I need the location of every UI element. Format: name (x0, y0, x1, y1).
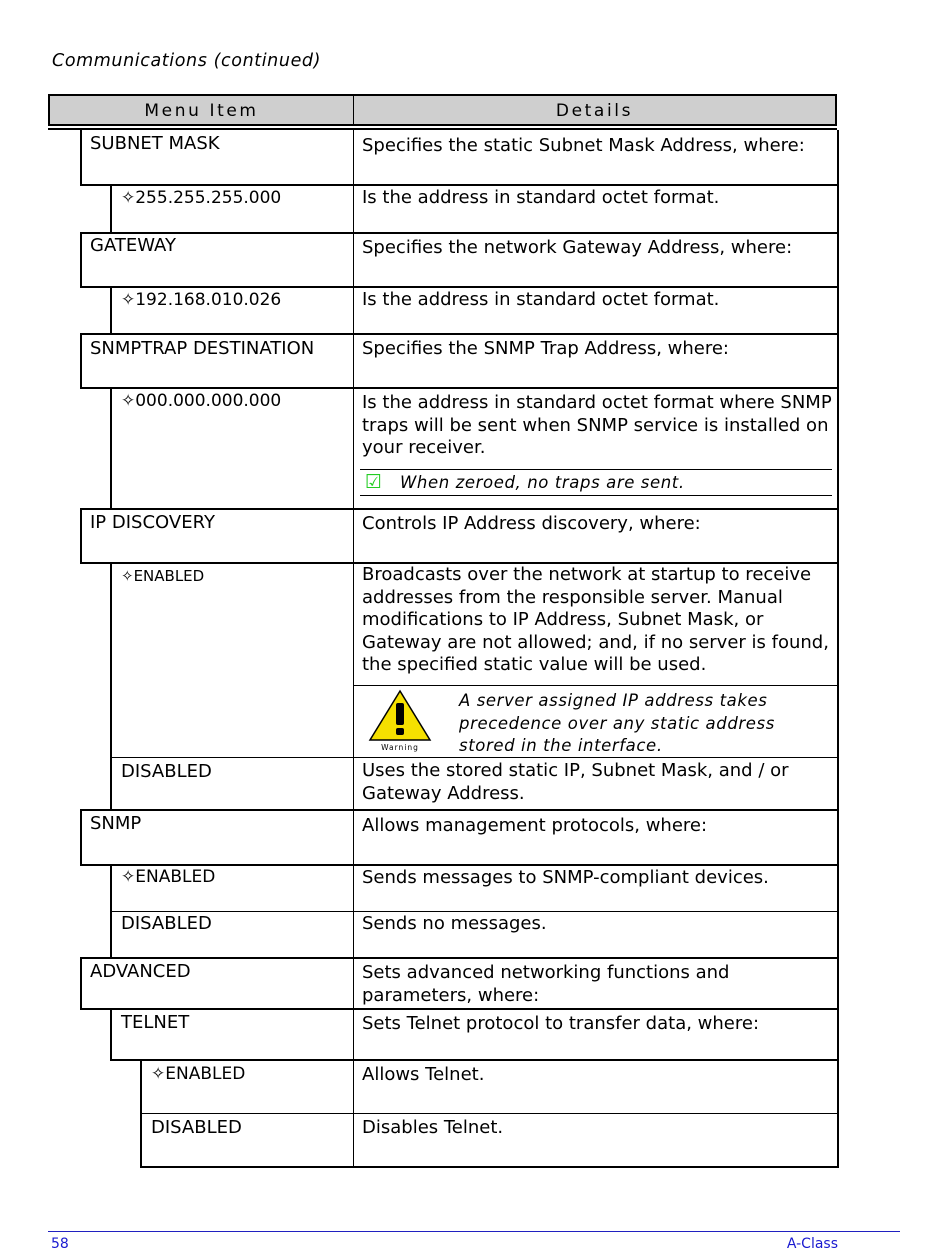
menu-item-ip-disabled: DISABLED (121, 761, 212, 782)
detail-text: Allows Telnet. (362, 1064, 485, 1085)
detail-text: Sets Telnet protocol to transfer data, where: (362, 1013, 760, 1034)
page-number: 58 (51, 1236, 69, 1252)
warning-callout (353, 685, 837, 757)
detail-text: Controls IP Address discovery, where: (362, 513, 701, 534)
detail-text: Allows management protocols, where: (362, 815, 708, 836)
warning-icon (367, 688, 433, 752)
menu-item-subnet-value: ✧255.255.255.000 (121, 188, 282, 208)
warning-icon-label: Warning (381, 743, 419, 752)
detail-text: Disables Telnet. (362, 1117, 504, 1138)
detail-text: Is the address in standard octet format where SNMP traps will be sent when SNMP service is installed on your receiver. (362, 392, 832, 458)
detail-text: Is the address in standard octet format. (362, 289, 720, 310)
product-name: A-Class (786, 1236, 838, 1252)
menu-item-snmp: SNMP (90, 813, 142, 834)
menu-item-gateway-value: ✧192.168.010.026 (121, 290, 282, 310)
header-menu-item: Menu Item (144, 101, 259, 121)
note (360, 469, 832, 496)
section-title: Communications (continued) (52, 51, 322, 71)
menu-item-advanced: ADVANCED (90, 961, 191, 982)
detail-text: Sets advanced networking functions and parameters, where: (362, 962, 730, 1006)
menu-item-subnet-mask: SUBNET MASK (90, 133, 220, 154)
check-box-icon: ☑ (365, 471, 383, 493)
detail-text: Specifies the network Gateway Address, where: (362, 237, 793, 258)
menu-item-gateway: GATEWAY (90, 235, 176, 256)
detail-text: Sends no messages. (362, 913, 547, 934)
menu-item-snmp-enabled: ✧ENABLED (121, 867, 216, 887)
note-text: When zeroed, no traps are sent. (400, 473, 685, 492)
menu-item-telnet: TELNET (121, 1012, 190, 1033)
detail-text: Sends messages to SNMP-compliant devices. (362, 867, 769, 888)
footer-rule (48, 1231, 900, 1232)
menu-item-telnet-disabled: DISABLED (151, 1117, 242, 1138)
menu-item-snmptrap: SNMPTRAP DESTINATION (90, 338, 315, 359)
header-details: Details (555, 101, 634, 121)
detail-text: Specifies the SNMP Trap Address, where: (362, 338, 729, 359)
detail-text: Specifies the static Subnet Mask Address, where: (362, 135, 805, 156)
detail-text: Broadcasts over the network at startup to receive addresses from the responsible server. Manual modifications to IP Address, Subnet Mask, or Gateway are not allowed; and, if no server is found, the specified static value will be used. (362, 564, 829, 675)
menu-item-ip-discovery: IP DISCOVERY (90, 512, 215, 533)
menu-item-ip-enabled: ✧ENABLED (121, 567, 205, 585)
menu-item-snmp-disabled: DISABLED (121, 913, 212, 934)
menu-item-telnet-enabled: ✧ENABLED (151, 1064, 246, 1084)
warning-text: A server assigned IP address takes precedence over any static address stored in the interface. (459, 691, 775, 755)
table-header (48, 94, 837, 126)
detail-text: Uses the stored static IP, Subnet Mask, and / or Gateway Address. (362, 760, 789, 804)
detail-text: Is the address in standard octet format. (362, 187, 720, 208)
menu-item-snmptrap-value: ✧000.000.000.000 (121, 391, 282, 411)
